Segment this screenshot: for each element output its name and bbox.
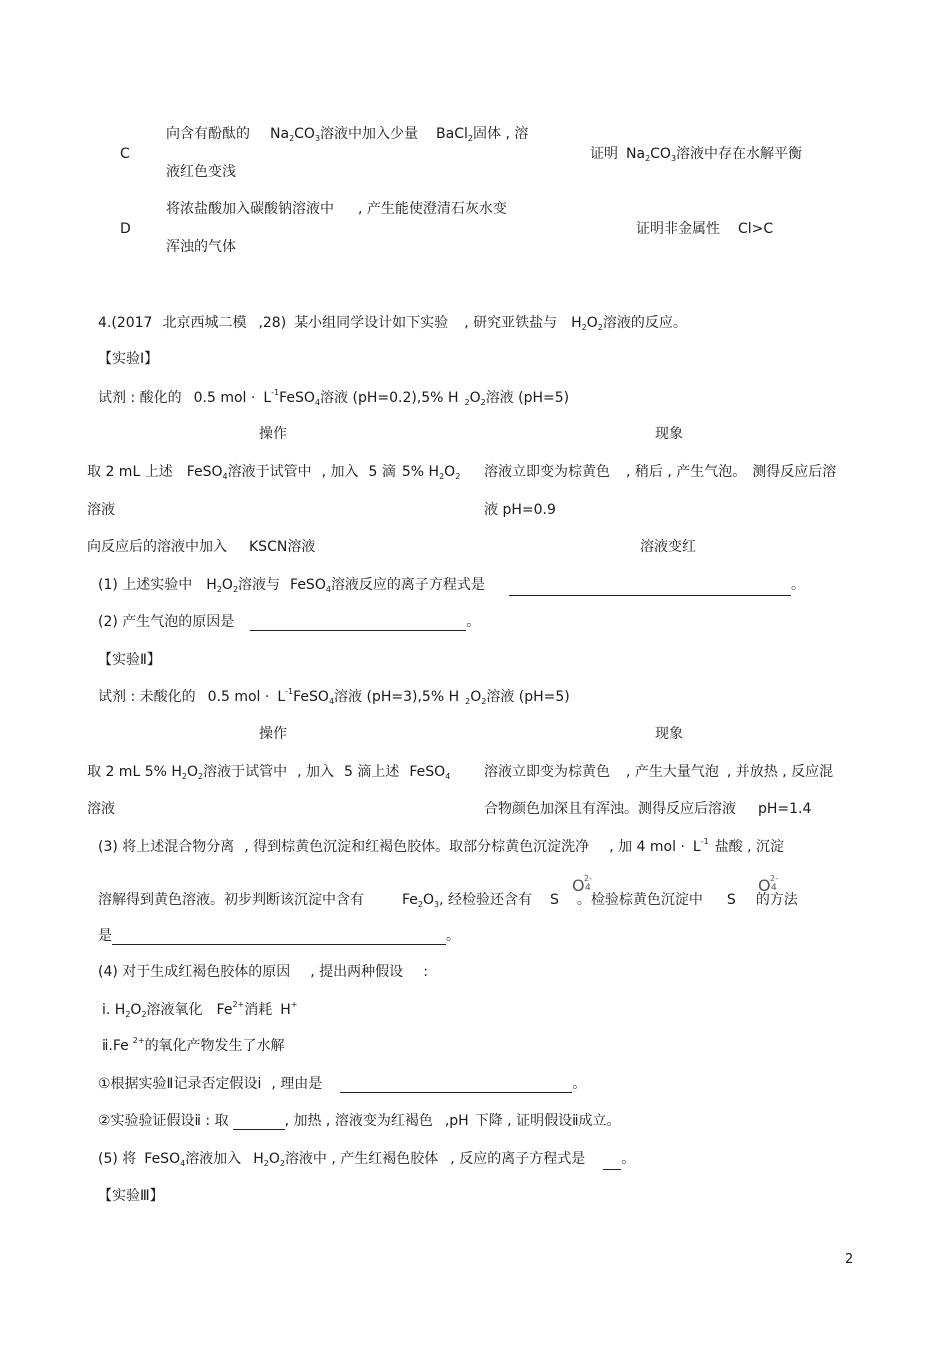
question-4-intro: 4.(2017 北京西城二模 ,28) 某小组同学设计如下实验 , 研究亚铁盐与 $H_2O_2$溶液的反应。 <box>98 315 687 332</box>
exp1-row1-observation-line2: 液 pH=0.9 <box>484 502 556 518</box>
experiment-2-title: 【实验Ⅱ】 <box>98 652 161 668</box>
answer-blank-q3[interactable] <box>112 930 446 945</box>
exp1-row1-operation: 取 2 mL 上述 FeSO$_4$溶液于试管中 , 加入 5 滴 5% $H_2O_2$ <box>87 464 461 481</box>
exp2-row1-observation-line2: 合物颜色加深且有浑浊。测得反应后溶液 pH=1.4 <box>484 801 812 817</box>
question-3-line3: 是 。 <box>98 928 460 944</box>
column-observation-2: 现象 <box>655 726 683 742</box>
question-3-line2: 溶解得到黄色溶液。初步判断该沉淀中含有 $Fe_2O_3$, 经检验还含有 S 。检验棕黄色沉淀中 S 的方法 <box>98 892 798 909</box>
experiment-3-title: 【实验Ⅲ】 <box>98 1188 164 1204</box>
experiment-2-reagents: 试剂 : 未酸化的 0.5 mol · $L^{-1}FeSO_4$溶液 (pH=3),5% H $_2O_2$溶液 (pH=5) <box>98 687 570 706</box>
exp2-row1-observation: 溶液立即变为棕黄色 , 产生大量气泡 , 并放热 , 反应混 <box>484 764 834 780</box>
hypothesis-1: ⅰ. $H_2O_2$溶液氧化 $Fe^{2+}$消耗 H+ <box>102 1000 298 1019</box>
question-2: (2) 产生气泡的原因是 。 <box>98 614 481 630</box>
question-5: (5) 将 FeSO$_4$溶液加入 $H_2O_2$溶液中 , 产生红褐色胶体 , 反应的离子方程式是 。 <box>98 1151 636 1168</box>
column-operation-2: 操作 <box>259 726 287 742</box>
exp1-row2-observation: 溶液变红 <box>640 539 696 555</box>
experiment-1-title: 【实验Ⅰ】 <box>98 351 159 367</box>
answer-blank-q4-2[interactable] <box>233 1115 285 1130</box>
row-d-label: D <box>120 221 131 237</box>
question-4-2: ②实验验证假设ⅱ : 取 , 加热 , 溶液变为红褐色 ,pH 下降 , 证明假设ⅱ成立。 <box>98 1113 621 1129</box>
row-c-purpose: 证明 $Na_2CO_3$溶液中存在水解平衡 <box>590 146 803 163</box>
row-d-purpose: 证明非金属性 Cl>C <box>636 221 774 237</box>
question-4-1: ①根据实验Ⅱ记录否定假设ⅰ , 理由是 。 <box>98 1076 587 1092</box>
answer-blank-q4-1[interactable] <box>340 1078 572 1093</box>
question-3-line1: (3) 将上述混合物分离 , 得到棕黄色沉淀和红褐色胶体。取部分棕黄色沉淀洗净 , 加 4 mol · $L^{-1}$ 盐酸 , 沉淀 <box>98 837 785 855</box>
question-1: (1) 上述实验中 $H_2O_2$溶液与 FeSO$_4$溶液反应的离子方程式是 。 <box>98 577 805 594</box>
row-d-operation-line1: 将浓盐酸加入碳酸钠溶液中 , 产生能使澄清石灰水变 <box>166 201 507 217</box>
exp1-row1-observation: 溶液立即变为棕黄色 , 稍后 , 产生气泡。 测得反应后溶 <box>484 464 837 480</box>
exp2-row1-operation: 取 2 mL 5% $H_2O_2$溶液于试管中 , 加入 5 滴上述 FeSO$_4$ <box>87 764 451 781</box>
column-observation-1: 现象 <box>655 426 683 442</box>
row-c-label: C <box>120 146 130 162</box>
column-operation-1: 操作 <box>259 426 287 442</box>
row-d-operation-line2: 浑浊的气体 <box>166 239 236 255</box>
answer-blank-q1[interactable] <box>509 581 791 596</box>
hypothesis-2: ⅱ.Fe $^{2+}$的氧化产物发生了水解 <box>102 1036 285 1054</box>
sulfate-formula-2: O 2- 4 <box>758 874 778 895</box>
sulfate-formula-1: O 2- 4 <box>572 874 592 895</box>
answer-blank-q2[interactable] <box>250 616 466 631</box>
row-c-operation-line1: 向含有酚酞的 $Na_2CO_3$溶液中加入少量 BaCl$_2$固体 , 溶 <box>166 126 529 143</box>
exp1-row2-operation: 向反应后的溶液中加入 KSCN溶液 <box>87 539 316 555</box>
page-number: 2 <box>845 1252 854 1267</box>
exp2-row1-operation-line2: 溶液 <box>87 801 115 817</box>
exp1-row1-operation-line2: 溶液 <box>87 502 115 518</box>
answer-blank-q5[interactable] <box>603 1155 621 1170</box>
question-4: (4) 对于生成红褐色胶体的原因 , 提出两种假设 : <box>98 964 428 980</box>
experiment-1-reagents: 试剂 : 酸化的 0.5 mol · $L^{-1}FeSO_4$溶液 (pH=0.2),5% H $_2O_2$溶液 (pH=5) <box>98 388 570 407</box>
row-c-operation-line2: 液红色变浅 <box>166 164 236 180</box>
